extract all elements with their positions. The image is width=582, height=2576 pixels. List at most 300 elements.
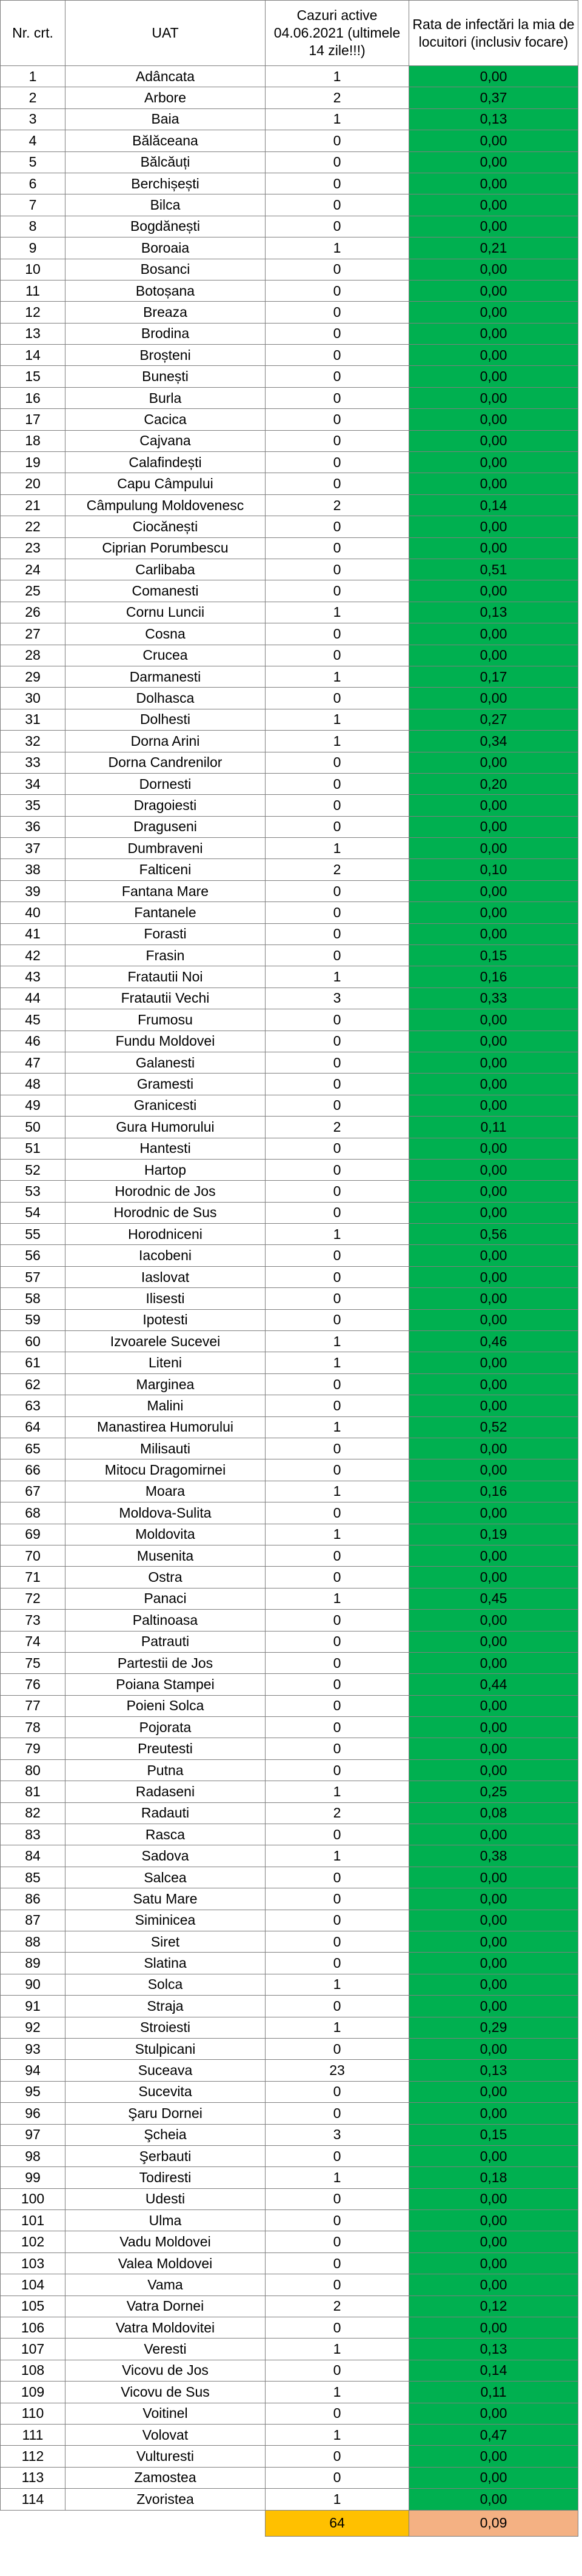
cell-rate: 0,00 (409, 1888, 578, 1910)
cell-cases: 0 (266, 1031, 409, 1052)
table-row (1, 2252, 578, 2274)
cell-nr: 110 (1, 2403, 65, 2424)
cell-cases: 0 (266, 430, 409, 451)
table-row (1, 2231, 578, 2252)
cell-cases: 0 (266, 816, 409, 837)
cell-uat: Moldova-Sulita (65, 1502, 266, 1524)
cell-uat: Bogdănești (65, 216, 266, 237)
cell-cases: 0 (266, 2252, 409, 2274)
cell-cases: 0 (266, 1824, 409, 1845)
cell-cases: 2 (266, 859, 409, 880)
table-row (1, 2038, 578, 2059)
cell-cases: 0 (266, 130, 409, 151)
cell-nr: 94 (1, 2060, 65, 2081)
cell-nr: 46 (1, 1031, 65, 1052)
table-row (1, 688, 578, 709)
cell-nr: 15 (1, 366, 65, 387)
table-row (1, 838, 578, 859)
cell-uat: Hartop (65, 1159, 266, 1180)
cell-nr: 35 (1, 795, 65, 816)
cell-cases: 0 (266, 1910, 409, 1931)
cell-cases: 0 (266, 1738, 409, 1759)
cell-cases: 0 (266, 902, 409, 923)
table-row (1, 752, 578, 773)
table-row (1, 966, 578, 988)
cell-uat: Vicovu de Sus (65, 2382, 266, 2403)
table-row (1, 66, 578, 87)
cell-cases: 1 (266, 709, 409, 730)
table-row (1, 1245, 578, 1266)
table-row (1, 1352, 578, 1373)
cell-cases: 1 (266, 1224, 409, 1245)
cell-nr: 82 (1, 1802, 65, 1824)
table-row (1, 2360, 578, 2381)
cell-cases: 0 (266, 2038, 409, 2059)
table-row (1, 2081, 578, 2102)
cell-cases: 0 (266, 1074, 409, 1095)
cell-cases: 0 (266, 2274, 409, 2295)
cell-cases: 0 (266, 2145, 409, 2166)
cell-nr: 41 (1, 923, 65, 944)
cell-cases: 1 (266, 1974, 409, 1995)
cell-nr: 62 (1, 1373, 65, 1395)
cell-rate: 0,14 (409, 2360, 578, 2381)
cell-nr: 49 (1, 1095, 65, 1116)
cell-rate: 0,00 (409, 2038, 578, 2059)
table-row (1, 2274, 578, 2295)
cell-rate: 0,20 (409, 773, 578, 794)
total-spacer (65, 2510, 266, 2536)
table-row (1, 302, 578, 323)
cell-uat: Frasin (65, 945, 266, 966)
cell-cases: 0 (266, 387, 409, 408)
cell-nr: 64 (1, 1416, 65, 1438)
cell-nr: 27 (1, 623, 65, 645)
cell-nr: 96 (1, 2103, 65, 2124)
table-row (1, 1610, 578, 1631)
cell-nr: 106 (1, 2317, 65, 2339)
cell-rate: 0,00 (409, 1052, 578, 1073)
cell-nr: 12 (1, 302, 65, 323)
cell-nr: 80 (1, 1759, 65, 1781)
cell-uat: Siret (65, 1931, 266, 1952)
cell-nr: 101 (1, 2210, 65, 2231)
table-row (1, 1588, 578, 1609)
table-row (1, 795, 578, 816)
cell-rate: 0,00 (409, 1266, 578, 1287)
cell-nr: 99 (1, 2167, 65, 2188)
cell-rate: 0,00 (409, 430, 578, 451)
table-row (1, 1845, 578, 1867)
cell-rate: 0,14 (409, 494, 578, 516)
cell-nr: 85 (1, 1867, 65, 1888)
cell-nr: 105 (1, 2295, 65, 2317)
cell-cases: 0 (266, 880, 409, 901)
cell-uat: Botoșana (65, 280, 266, 301)
cell-nr: 42 (1, 945, 65, 966)
cell-cases: 0 (266, 1996, 409, 2017)
table-row (1, 1524, 578, 1545)
table-row (1, 2424, 578, 2445)
cell-cases: 0 (266, 2231, 409, 2252)
cell-uat: Burla (65, 387, 266, 408)
cell-nr: 44 (1, 988, 65, 1009)
cell-rate: 0,13 (409, 602, 578, 623)
cell-rate: 0,00 (409, 1095, 578, 1116)
cell-uat: Broșteni (65, 345, 266, 366)
cell-rate: 0,00 (409, 645, 578, 666)
cell-nr: 103 (1, 2252, 65, 2274)
cell-rate: 0,00 (409, 302, 578, 323)
table-row (1, 2060, 578, 2081)
cell-cases: 0 (266, 173, 409, 194)
cell-rate: 0,00 (409, 280, 578, 301)
cell-cases: 2 (266, 87, 409, 108)
cell-uat: Dolhesti (65, 709, 266, 730)
cell-rate: 0,00 (409, 1074, 578, 1095)
cell-cases: 2 (266, 2295, 409, 2317)
cell-nr: 2 (1, 87, 65, 108)
cell-rate: 0,13 (409, 108, 578, 130)
cell-rate: 0,00 (409, 2252, 578, 2274)
table-row (1, 945, 578, 966)
cell-nr: 70 (1, 1545, 65, 1566)
cell-nr: 21 (1, 494, 65, 516)
cell-uat: Ostra (65, 1567, 266, 1588)
cell-uat: Slatina (65, 1953, 266, 1974)
cell-cases: 0 (266, 516, 409, 537)
cell-rate: 0,00 (409, 130, 578, 151)
cell-cases: 0 (266, 1245, 409, 1266)
cell-cases: 0 (266, 1202, 409, 1223)
cell-uat: Marginea (65, 1373, 266, 1395)
cell-uat: Bosanci (65, 259, 266, 280)
header-nr: Nr. crt. (1, 1, 65, 66)
cell-rate: 0,37 (409, 87, 578, 108)
cell-uat: Şaru Dornei (65, 2103, 266, 2124)
table-row (1, 1481, 578, 1502)
table-row (1, 2167, 578, 2188)
table-row (1, 902, 578, 923)
cell-rate: 0,00 (409, 409, 578, 430)
cell-uat: Draguseni (65, 816, 266, 837)
cell-rate: 0,00 (409, 1288, 578, 1309)
cell-uat: Vadu Moldovei (65, 2231, 266, 2252)
cell-nr: 63 (1, 1395, 65, 1416)
cell-rate: 0,13 (409, 2060, 578, 2081)
cell-nr: 53 (1, 1181, 65, 1202)
cell-cases: 0 (266, 194, 409, 216)
cell-nr: 11 (1, 280, 65, 301)
cell-cases: 0 (266, 1009, 409, 1031)
cell-nr: 104 (1, 2274, 65, 2295)
cell-uat: Ipotesti (65, 1309, 266, 1330)
cell-uat: Cornu Luncii (65, 602, 266, 623)
table-row (1, 1373, 578, 1395)
cell-rate: 0,00 (409, 2317, 578, 2339)
cell-cases: 1 (266, 2339, 409, 2360)
table-row (1, 1695, 578, 1716)
cell-rate: 0,00 (409, 323, 578, 344)
cell-nr: 52 (1, 1159, 65, 1180)
table-row (1, 1459, 578, 1481)
cell-uat: Horodniceni (65, 1224, 266, 1245)
table-row (1, 1738, 578, 1759)
cell-uat: Fratautii Vechi (65, 988, 266, 1009)
table-row (1, 1717, 578, 1738)
table-row (1, 130, 578, 151)
cell-rate: 0,46 (409, 1331, 578, 1352)
cell-cases: 1 (266, 1352, 409, 1373)
cell-rate: 0,00 (409, 387, 578, 408)
cell-rate: 0,13 (409, 2339, 578, 2360)
cell-uat: Comanesti (65, 580, 266, 602)
cell-uat: Horodnic de Sus (65, 1202, 266, 1223)
cell-uat: Câmpulung Moldovenesc (65, 494, 266, 516)
cell-cases: 0 (266, 473, 409, 494)
cell-cases: 1 (266, 2167, 409, 2188)
table-row (1, 1502, 578, 1524)
cell-uat: Stroiesti (65, 2017, 266, 2038)
cell-nr: 67 (1, 1481, 65, 1502)
cell-nr: 83 (1, 1824, 65, 1845)
table-row (1, 1288, 578, 1309)
cell-rate: 0,00 (409, 216, 578, 237)
table-row (1, 1052, 578, 1073)
cell-uat: Dorna Candrenilor (65, 752, 266, 773)
cell-nr: 48 (1, 1074, 65, 1095)
cell-uat: Volovat (65, 2424, 266, 2445)
cell-uat: Bălăceana (65, 130, 266, 151)
cell-uat: Moara (65, 1481, 266, 1502)
cell-uat: Şcheia (65, 2124, 266, 2145)
cell-cases: 1 (266, 838, 409, 859)
cell-uat: Radauti (65, 1802, 266, 1824)
cell-nr: 36 (1, 816, 65, 837)
table-row (1, 108, 578, 130)
cell-cases: 0 (266, 1867, 409, 1888)
table-row (1, 1117, 578, 1138)
cell-uat: Liteni (65, 1352, 266, 1373)
cell-cases: 0 (266, 795, 409, 816)
cell-cases: 3 (266, 2124, 409, 2145)
cell-rate: 0,34 (409, 731, 578, 752)
cell-rate: 0,00 (409, 1759, 578, 1781)
cell-uat: Stulpicani (65, 2038, 266, 2059)
cell-cases: 0 (266, 2403, 409, 2424)
cell-nr: 93 (1, 2038, 65, 2059)
cell-uat: Falticeni (65, 859, 266, 880)
cell-nr: 13 (1, 323, 65, 344)
table-row (1, 923, 578, 944)
table-row (1, 1159, 578, 1180)
header-rate: Rata de infectări la mia de locuitori (inclusiv focare) (409, 1, 578, 66)
cell-uat: Cacica (65, 409, 266, 430)
cell-cases: 0 (266, 2103, 409, 2124)
table-row (1, 1545, 578, 1566)
cell-rate: 0,00 (409, 1502, 578, 1524)
cell-cases: 0 (266, 623, 409, 645)
cell-cases: 1 (266, 731, 409, 752)
cell-nr: 89 (1, 1953, 65, 1974)
cell-cases: 0 (266, 1159, 409, 1180)
cell-cases: 0 (266, 1759, 409, 1781)
cell-uat: Ulma (65, 2210, 266, 2231)
cell-uat: Forasti (65, 923, 266, 944)
cell-rate: 0,00 (409, 1738, 578, 1759)
cell-uat: Izvoarele Sucevei (65, 1331, 266, 1352)
cell-nr: 50 (1, 1117, 65, 1138)
cell-cases: 1 (266, 2017, 409, 2038)
cell-rate: 0,00 (409, 259, 578, 280)
cell-rate: 0,56 (409, 1224, 578, 1245)
cell-uat: Malini (65, 1395, 266, 1416)
cell-uat: Bilca (65, 194, 266, 216)
cell-nr: 40 (1, 902, 65, 923)
cell-rate: 0,00 (409, 1159, 578, 1180)
table-row (1, 2382, 578, 2403)
cell-uat: Frumosu (65, 1009, 266, 1031)
table-row (1, 1867, 578, 1888)
cell-nr: 84 (1, 1845, 65, 1867)
cell-nr: 26 (1, 602, 65, 623)
cell-uat: Vatra Moldovitei (65, 2317, 266, 2339)
total-spacer (1, 2510, 65, 2536)
cell-cases: 0 (266, 2360, 409, 2381)
cell-uat: Dragoiesti (65, 795, 266, 816)
cell-uat: Rasca (65, 1824, 266, 1845)
cell-uat: Vulturesti (65, 2446, 266, 2467)
cell-uat: Calafindești (65, 452, 266, 473)
cell-rate: 0,00 (409, 2188, 578, 2209)
table-row (1, 773, 578, 794)
table-row (1, 1331, 578, 1352)
cell-nr: 38 (1, 859, 65, 880)
cell-rate: 0,00 (409, 1545, 578, 1566)
cell-nr: 109 (1, 2382, 65, 2403)
cell-rate: 0,00 (409, 816, 578, 837)
cell-cases: 0 (266, 688, 409, 709)
cell-uat: Pojorata (65, 1717, 266, 1738)
cell-nr: 98 (1, 2145, 65, 2166)
cell-cases: 0 (266, 216, 409, 237)
cell-uat: Moldovita (65, 1524, 266, 1545)
cell-cases: 0 (266, 580, 409, 602)
cell-rate: 0,00 (409, 1202, 578, 1223)
cell-rate: 0,00 (409, 1652, 578, 1673)
table-row (1, 2339, 578, 2360)
cell-rate: 0,15 (409, 2124, 578, 2145)
cell-rate: 0,33 (409, 988, 578, 1009)
cell-cases: 0 (266, 537, 409, 559)
table-row (1, 1395, 578, 1416)
table-row (1, 816, 578, 837)
cell-uat: Crucea (65, 645, 266, 666)
cell-rate: 0,00 (409, 795, 578, 816)
cell-rate: 0,00 (409, 1631, 578, 1652)
cell-uat: Paltinoasa (65, 1610, 266, 1631)
cell-nr: 61 (1, 1352, 65, 1373)
cell-nr: 77 (1, 1695, 65, 1716)
cell-nr: 74 (1, 1631, 65, 1652)
cell-cases: 1 (266, 602, 409, 623)
cell-nr: 95 (1, 2081, 65, 2102)
cell-cases: 1 (266, 2382, 409, 2403)
table-row (1, 1953, 578, 1974)
cell-rate: 0,00 (409, 173, 578, 194)
cell-rate: 0,11 (409, 1117, 578, 1138)
cell-nr: 28 (1, 645, 65, 666)
table-row (1, 2467, 578, 2488)
cell-rate: 0,00 (409, 623, 578, 645)
cell-nr: 87 (1, 1910, 65, 1931)
cell-uat: Manastirea Humorului (65, 1416, 266, 1438)
header-cases: Cazuri active 04.06.2021 (ultimele 14 zile!!!) (266, 1, 409, 66)
table-row (1, 645, 578, 666)
cell-rate: 0,10 (409, 859, 578, 880)
cell-rate: 0,47 (409, 2424, 578, 2445)
cell-nr: 8 (1, 216, 65, 237)
cell-rate: 0,00 (409, 688, 578, 709)
cell-nr: 5 (1, 151, 65, 173)
cell-rate: 0,52 (409, 1416, 578, 1438)
cell-nr: 33 (1, 752, 65, 773)
cell-uat: Fantanele (65, 902, 266, 923)
cell-uat: Straja (65, 1996, 266, 2017)
table-row (1, 1181, 578, 1202)
table-row (1, 1802, 578, 1824)
cell-cases: 0 (266, 1459, 409, 1481)
cell-uat: Gura Humorului (65, 1117, 266, 1138)
cell-rate: 0,00 (409, 1953, 578, 1974)
cell-cases: 0 (266, 1674, 409, 1695)
cell-nr: 19 (1, 452, 65, 473)
cell-uat: Iacobeni (65, 1245, 266, 1266)
table-row (1, 2103, 578, 2124)
cell-nr: 9 (1, 237, 65, 259)
cell-cases: 0 (266, 259, 409, 280)
cell-nr: 29 (1, 666, 65, 687)
table-row (1, 216, 578, 237)
cell-rate: 0,00 (409, 2403, 578, 2424)
cell-rate: 0,00 (409, 1717, 578, 1738)
cell-rate: 0,00 (409, 1567, 578, 1588)
cell-cases: 0 (266, 1567, 409, 1588)
total-row (1, 2510, 578, 2536)
cell-nr: 68 (1, 1502, 65, 1524)
cell-cases: 0 (266, 923, 409, 944)
cell-uat: Bunești (65, 366, 266, 387)
table-row (1, 1652, 578, 1673)
cell-uat: Brodina (65, 323, 266, 344)
table-row (1, 1095, 578, 1116)
cell-rate: 0,00 (409, 516, 578, 537)
cell-cases: 0 (266, 1095, 409, 1116)
cell-uat: Sucevita (65, 2081, 266, 2102)
table-row (1, 1266, 578, 1287)
cell-nr: 30 (1, 688, 65, 709)
table-row (1, 988, 578, 1009)
cell-rate: 0,00 (409, 151, 578, 173)
cell-rate: 0,00 (409, 1974, 578, 1995)
cell-uat: Voitinel (65, 2403, 266, 2424)
cell-rate: 0,00 (409, 1181, 578, 1202)
cell-nr: 17 (1, 409, 65, 430)
cell-uat: Poiana Stampei (65, 1674, 266, 1695)
cell-nr: 88 (1, 1931, 65, 1952)
cell-rate: 0,00 (409, 1395, 578, 1416)
table-row (1, 1224, 578, 1245)
